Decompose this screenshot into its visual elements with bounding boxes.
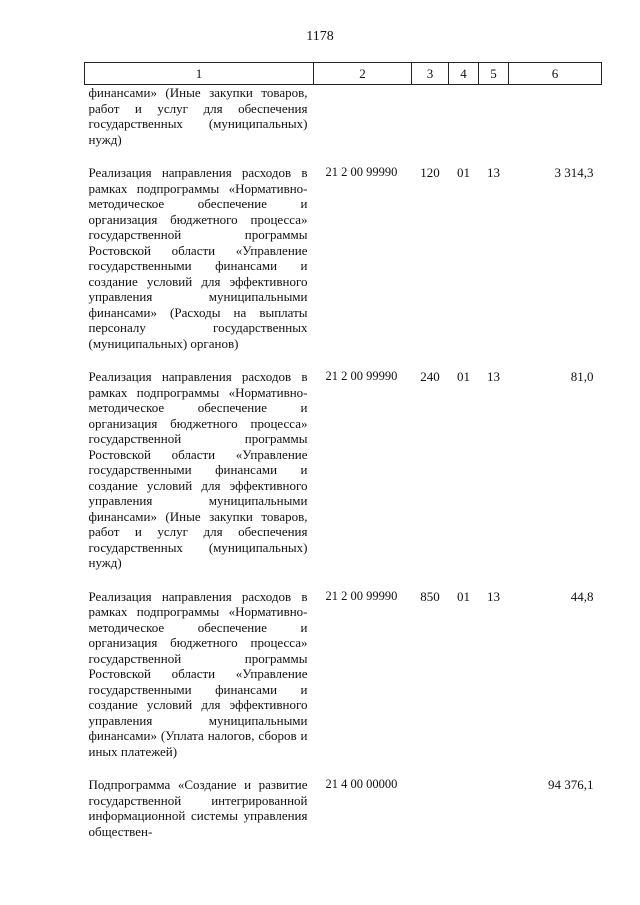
row-subsection bbox=[479, 85, 509, 148]
budget-table bbox=[84, 62, 602, 839]
row-section: 01 bbox=[457, 588, 470, 604]
row-spacer bbox=[85, 571, 602, 589]
row-amount: 3 314,3 bbox=[554, 165, 594, 180]
row-description: Реализация направления расходов в рамках подпрограммы «Нормативно-методическое обеспечение и организация бюджетного процесса» государственной программы Ростовской области «Управление государственными финансами и создание условий для эффективного управления муниципальными финансами» (Расходы на выплаты персоналу государственных (муниципальных) органов) bbox=[88, 165, 308, 351]
row-description: Реализация направления расходов в рамках подпрограммы «Нормативно-методическое обеспечение и организация бюджетного процесса» государственной программы Ростовской области «Управление государственными финансами и создание условий для эффективного управления муниципальными финансами» (Иные закупки товаров, работ и услуг для обеспечения государственных (муниципальных) нужд) bbox=[88, 369, 308, 570]
row-amount: 94 376,1 bbox=[548, 777, 594, 792]
table-row bbox=[85, 777, 602, 839]
column-header-2: 2 bbox=[314, 63, 412, 85]
row-expense-type: 120 bbox=[420, 165, 440, 180]
row-target-code: 21 4 00 00000 bbox=[325, 777, 398, 791]
row-subsection: 13 bbox=[487, 588, 500, 604]
row-amount: 44,8 bbox=[570, 588, 594, 604]
row-subsection: 13 bbox=[487, 369, 500, 384]
row-subsection: 13 bbox=[487, 165, 500, 180]
row-amount: 81,0 bbox=[570, 369, 594, 384]
table-row bbox=[85, 589, 602, 760]
row-spacer bbox=[85, 147, 602, 165]
row-description: финансами» (Иные закупки товаров, работ и услуг для обеспечения государственных (муниципальных) нужд) bbox=[88, 85, 308, 147]
table-row bbox=[85, 369, 602, 571]
column-header-6: 6 bbox=[509, 63, 602, 85]
column-header-1: 1 bbox=[85, 63, 314, 85]
row-spacer bbox=[85, 351, 602, 369]
table-body bbox=[85, 85, 602, 840]
page-number: 1178 bbox=[306, 29, 334, 44]
row-section bbox=[449, 777, 479, 839]
row-description: Реализация направления расходов в рамках подпрограммы «Нормативно-методическое обеспечение и организация бюджетного процесса» государственной программы Ростовской области «Управление государственными финансами и создание условий для эффективного управления муниципальными финансами» (Уплата налогов, сборов и иных платежей) bbox=[88, 588, 308, 759]
row-target-code bbox=[314, 85, 412, 148]
row-expense-type bbox=[412, 777, 449, 839]
table-header bbox=[85, 63, 602, 85]
column-header-5: 5 bbox=[479, 63, 509, 85]
row-target-code: 21 2 00 99990 bbox=[325, 165, 398, 179]
row-target-code: 21 2 00 99990 bbox=[325, 369, 398, 383]
row-expense-type: 850 bbox=[420, 588, 440, 604]
column-header-4: 4 bbox=[449, 63, 479, 85]
row-section bbox=[449, 85, 479, 148]
row-section: 01 bbox=[457, 165, 470, 180]
header-row bbox=[85, 63, 602, 85]
row-subsection bbox=[479, 777, 509, 839]
table-row bbox=[85, 165, 602, 351]
row-description: Подпрограмма «Создание и развитие государственной интегрированной информационной системы управления обществен- bbox=[88, 777, 308, 839]
row-target-code: 21 2 00 99990 bbox=[325, 588, 398, 603]
column-header-3: 3 bbox=[412, 63, 449, 85]
row-amount bbox=[509, 85, 602, 148]
row-spacer bbox=[85, 759, 602, 777]
row-expense-type bbox=[412, 85, 449, 148]
row-section: 01 bbox=[457, 369, 470, 384]
table-row bbox=[85, 85, 602, 148]
row-expense-type: 240 bbox=[420, 369, 440, 384]
